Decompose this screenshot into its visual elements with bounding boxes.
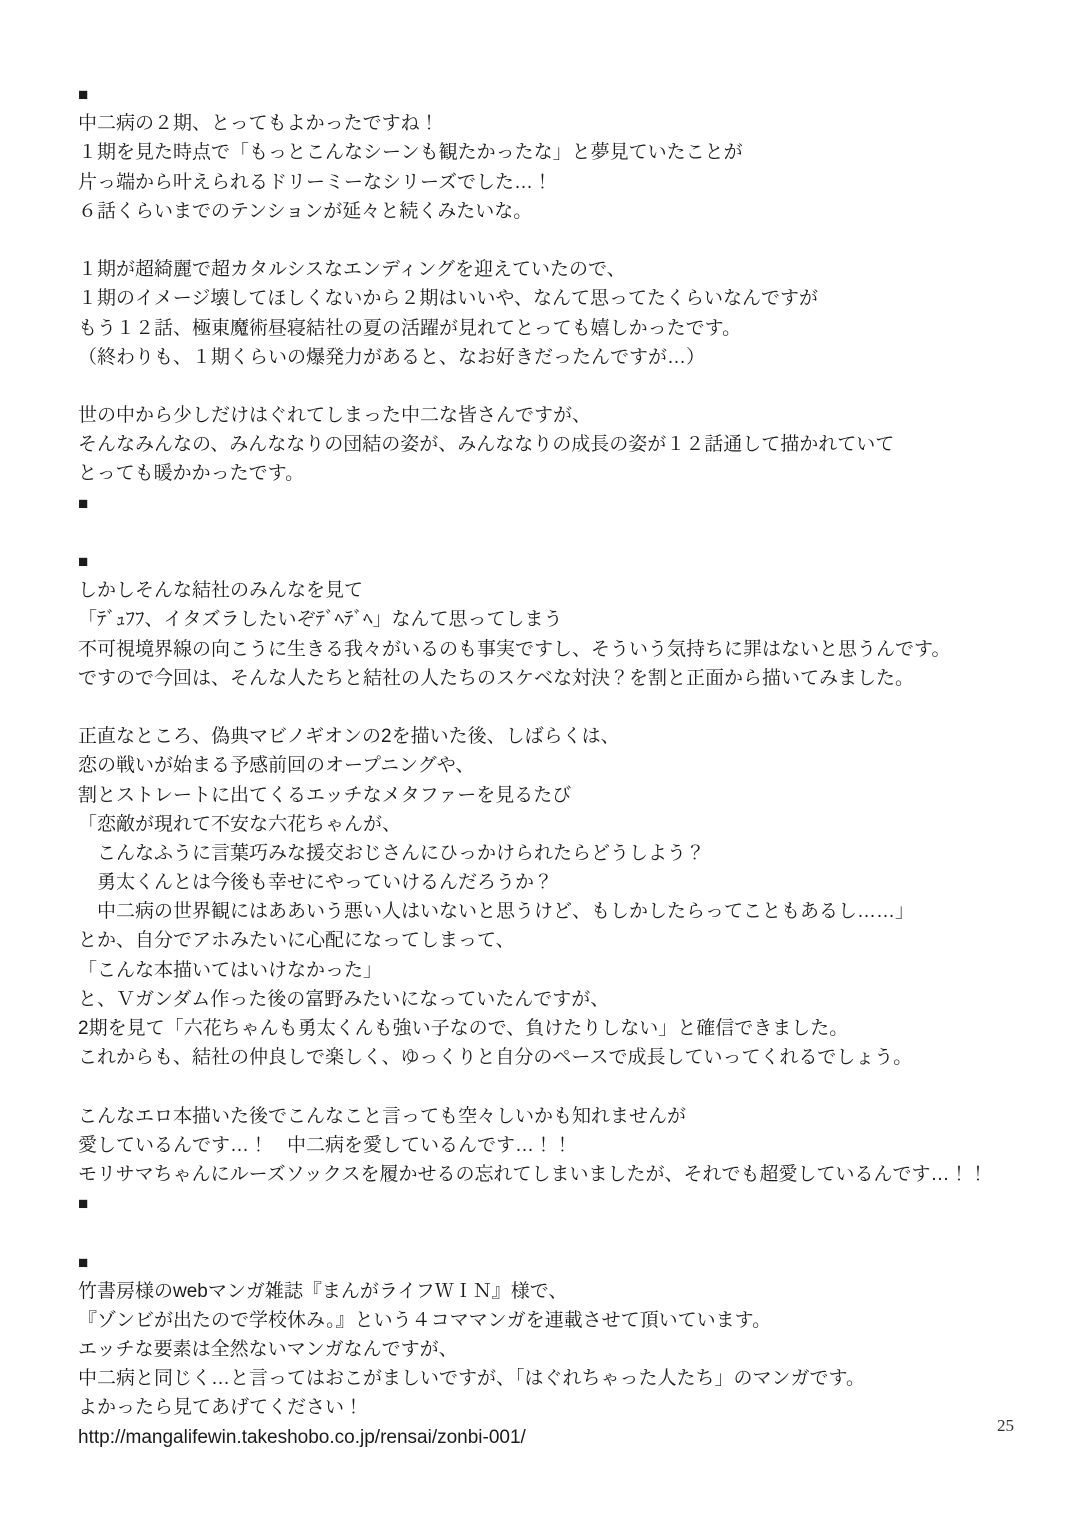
text-line: モリサマちゃんにルーズソックスを履かせるの忘れてしまいましたが、それでも超愛しているんです…！！ xyxy=(78,1163,988,1185)
text-line: よかったら見てあげてください！ xyxy=(78,1397,364,1419)
text-line: こんなエロ本描いた後でこんなこと言っても空々しいかも知れませんが xyxy=(78,1105,687,1127)
text-line: とっても暖かかったです。 xyxy=(78,463,305,485)
page-number: 25 xyxy=(997,1416,1014,1435)
text-line: とか、自分でアホみたいに心配になってしまって、 xyxy=(78,930,515,952)
text-line: 竹書房様のwebマンガ雑誌『まんがライフＷＩＮ』様で、 xyxy=(78,1280,568,1302)
section-marker: ■ xyxy=(78,85,89,104)
section-marker: ■ xyxy=(78,1194,89,1214)
text-line: 正直なところ、偽典マビノギオンの2を描いた後、しばらくは、 xyxy=(78,726,620,748)
blank-line xyxy=(78,372,988,401)
text-line: 勇太くんとは今後も幸せにやっていけるんだろうか？ xyxy=(78,872,554,894)
text-line: そんなみんなの、みんななりの団結の姿が、みんななりの成長の姿が１２話通して描かれていて xyxy=(78,434,895,456)
text-line: 世の中から少しだけはぐれてしまった中二な皆さんですが、 xyxy=(78,405,592,427)
text-line: 片っ端から叶えられるドリーミーなシリーズでした…！ xyxy=(78,171,553,193)
url-text: http://mangalifewin.takeshobo.co.jp/rensai/zonbi-001/ xyxy=(78,1426,526,1448)
text-line: 『ゾンビが出たので学校休み。』という４コママンガを連載させて頂いています。 xyxy=(78,1309,772,1331)
text-line: １期のイメージ壊してほしくないから２期はいいや、なんて思ってたくらいなんですが xyxy=(78,288,819,310)
section-marker: ■ xyxy=(78,493,89,513)
text-line: 割とストレートに出てくるエッチなメタファーを見るたび xyxy=(78,784,572,806)
text-line: しかしそんな結社のみんなを見て xyxy=(78,580,364,602)
text-line: 「こんな本描いてはいけなかった」 xyxy=(78,959,383,981)
text-line: 「恋敵が現れて不安な六花ちゃんが、 xyxy=(78,813,402,835)
text-line: こんなふうに言葉巧みな援交おじさんにひっかけられたらどうしよう？ xyxy=(78,842,706,864)
afterword-text xyxy=(78,80,988,1452)
section-marker: ■ xyxy=(78,1252,89,1272)
text-line: 恋の戦いが始まる予感前回のオープニングや、 xyxy=(78,755,475,777)
blank-line xyxy=(78,693,988,722)
text-line: 中二病の２期、とってもよかったですね！ xyxy=(78,113,439,135)
text-line: と、Ｖガンダム作った後の富野みたいになっていたんですが、 xyxy=(78,988,610,1010)
text-line: 中二病の世界観にはああいう悪い人はいないと思うけど、もしかしたらってこともあるし……」 xyxy=(78,901,915,923)
text-line: １期が超綺麗で超カタルシスなエンディングを迎えていたので、 xyxy=(78,259,626,281)
text-line: エッチな要素は全然ないマンガなんですが、 xyxy=(78,1339,458,1361)
blank-line xyxy=(78,1072,988,1101)
section-marker: ■ xyxy=(78,552,89,571)
text-line: ６話くらいまでのテンションが延々と続くみたいな。 xyxy=(78,200,533,222)
text-line: ですので今回は、そんな人たちと結社の人たちのスケベな対決？を割と正面から描いてみました。 xyxy=(78,667,915,689)
text-line: 愛しているんです…！ 中二病を愛しているんです…！！ xyxy=(78,1134,573,1156)
blank-line xyxy=(78,226,988,255)
text-line: もう１２話、極東魔術昼寝結社の夏の活躍が見れてとっても嬉しかったです。 xyxy=(78,317,742,339)
text-line: 不可視境界線の向こうに生きる我々がいるのも事実ですし、そういう気持ちに罪はないと思うんです。 xyxy=(78,638,951,660)
text-line: これからも、結社の仲良しで楽しく、ゆっくりと自分のペースで成長していってくれるでしょう。 xyxy=(78,1047,913,1069)
blank-line xyxy=(78,518,988,547)
text-line: 「ﾃﾞｭﾌﾌ、イタズラしたいぞﾃﾞﾍﾃﾞﾍ」なんて思ってしまう xyxy=(78,609,563,631)
text-line: （終わりも、１期くらいの爆発力があると、なお好きだったんですが…） xyxy=(78,346,706,368)
text-line: 2期を見て「六花ちゃんも勇太くんも強い子なので、負けたりしない」と確信できました。 xyxy=(78,1018,849,1039)
blank-line xyxy=(78,1218,988,1247)
text-line: 中二病と同じく…と言ってはおこがましいですが、「はぐれちゃった人たち」のマンガです。 xyxy=(78,1368,865,1390)
text-line: １期を見た時点で「もっとこんなシーンも観たかったな」と夢見ていたことが xyxy=(78,142,743,164)
